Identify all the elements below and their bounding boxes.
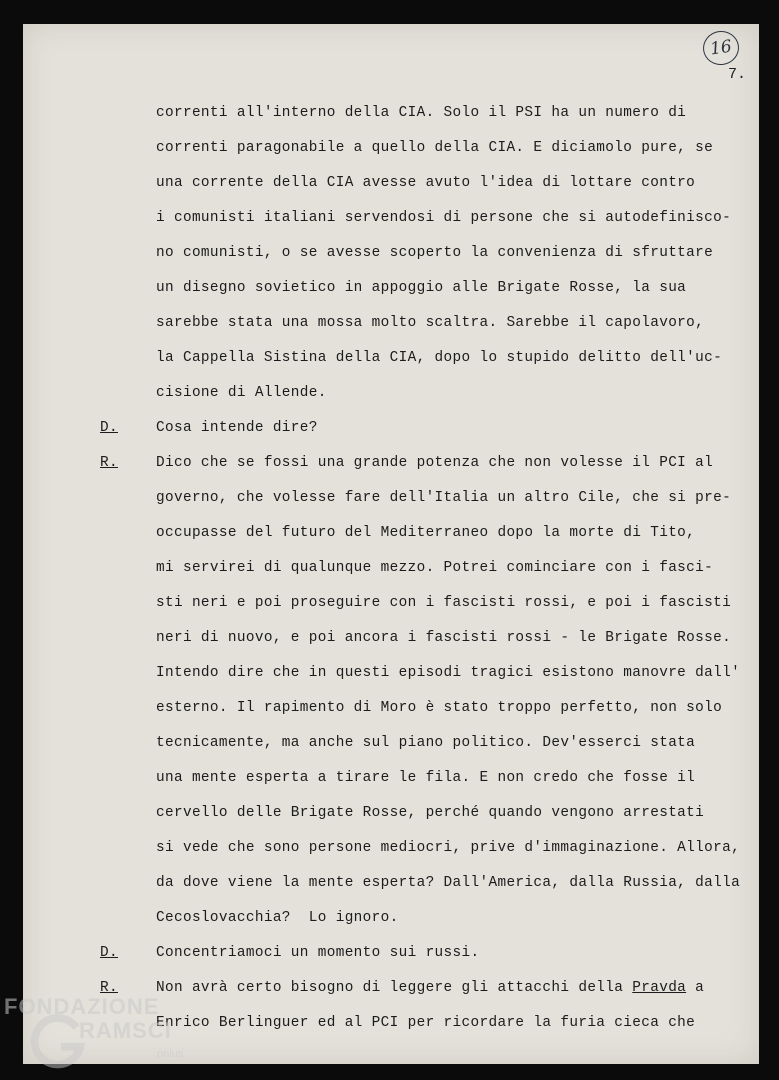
text-line: cisione di Allende. <box>156 385 327 401</box>
text-line: la Cappella Sistina della CIA, dopo lo stupido delitto dell'uc- <box>156 350 723 366</box>
pravda-title: Pravda <box>632 980 687 996</box>
text-line: da dove viene la mente esperta? Dall'America, dalla Russia, dalla <box>156 875 741 891</box>
watermark-line1: FONDAZIONE <box>4 994 160 1019</box>
text-line: si vede che sono persone mediocri, prive d'immaginazione. Allora, <box>156 840 741 856</box>
page-number: 7. <box>728 66 747 83</box>
text-line: no comunisti, o se avesse scoperto la convenienza di sfruttare <box>156 245 714 261</box>
fondazione-gramsci-watermark <box>4 994 204 1080</box>
text-line: una mente esperta a tirare le fila. E non credo che fosse il <box>156 770 696 786</box>
text-line: sti neri e poi proseguire con i fascisti rossi, e poi i fascisti <box>156 595 732 611</box>
text-line: correnti all'interno della CIA. Solo il PSI ha un numero di <box>156 105 687 121</box>
text-line: Dico che se fossi una grande potenza che non volesse il PCI al <box>156 455 714 471</box>
text-fragment: a <box>686 980 705 996</box>
question-line: Cosa intende dire? <box>156 420 318 436</box>
text-line: correnti paragonabile a quello della CIA. E diciamolo pure, se <box>156 140 714 156</box>
text-line: i comunisti italiani servendosi di persone che si autodefinisco- <box>156 210 732 226</box>
text-line: Intendo dire che in questi episodi tragici esistono manovre dall' <box>156 665 741 681</box>
question-line: Concentriamoci un momento sui russi. <box>156 945 480 961</box>
watermark-line2: RAMSCI <box>79 1018 172 1043</box>
text-line: governo, che volesse fare dell'Italia un altro Cile, che si pre- <box>156 490 732 506</box>
text-line: una corrente della CIA avesse avuto l'idea di lottare contro <box>156 175 696 191</box>
watermark-line3: onlus <box>157 1048 184 1060</box>
speaker-marker-d: D. <box>100 945 118 961</box>
text-line <box>156 979 704 997</box>
text-line: sarebbe stata una mossa molto scaltra. Sarebbe il capolavoro, <box>156 315 705 331</box>
text-line: occupasse del futuro del Mediterraneo dopo la morte di Tito, <box>156 525 696 541</box>
speaker-marker-r: R. <box>100 455 118 471</box>
text-line: Cecoslovacchia? Lo ignoro. <box>156 910 399 926</box>
text-line: mi servirei di qualunque mezzo. Potrei cominciare con i fasci- <box>156 560 714 576</box>
text-line: un disegno sovietico in appoggio alle Brigate Rosse, la sua <box>156 280 687 296</box>
text-line: Enrico Berlinguer ed al PCI per ricordare la furia cieca che <box>156 1015 696 1031</box>
text-line: neri di nuovo, e poi ancora i fascisti rossi - le Brigate Rosse. <box>156 630 732 646</box>
speaker-marker-d: D. <box>100 420 118 436</box>
speaker-marker-r: R. <box>100 980 118 996</box>
text-line: tecnicamente, ma anche sul piano politico. Dev'esserci stata <box>156 735 696 751</box>
text-line: esterno. Il rapimento di Moro è stato troppo perfetto, non solo <box>156 700 723 716</box>
text-line: cervello delle Brigate Rosse, perché quando vengono arrestati <box>156 805 705 821</box>
archive-folio-mark: 16 <box>701 29 741 68</box>
text-fragment: Non avrà certo bisogno di leggere gli attacchi della <box>156 980 633 996</box>
